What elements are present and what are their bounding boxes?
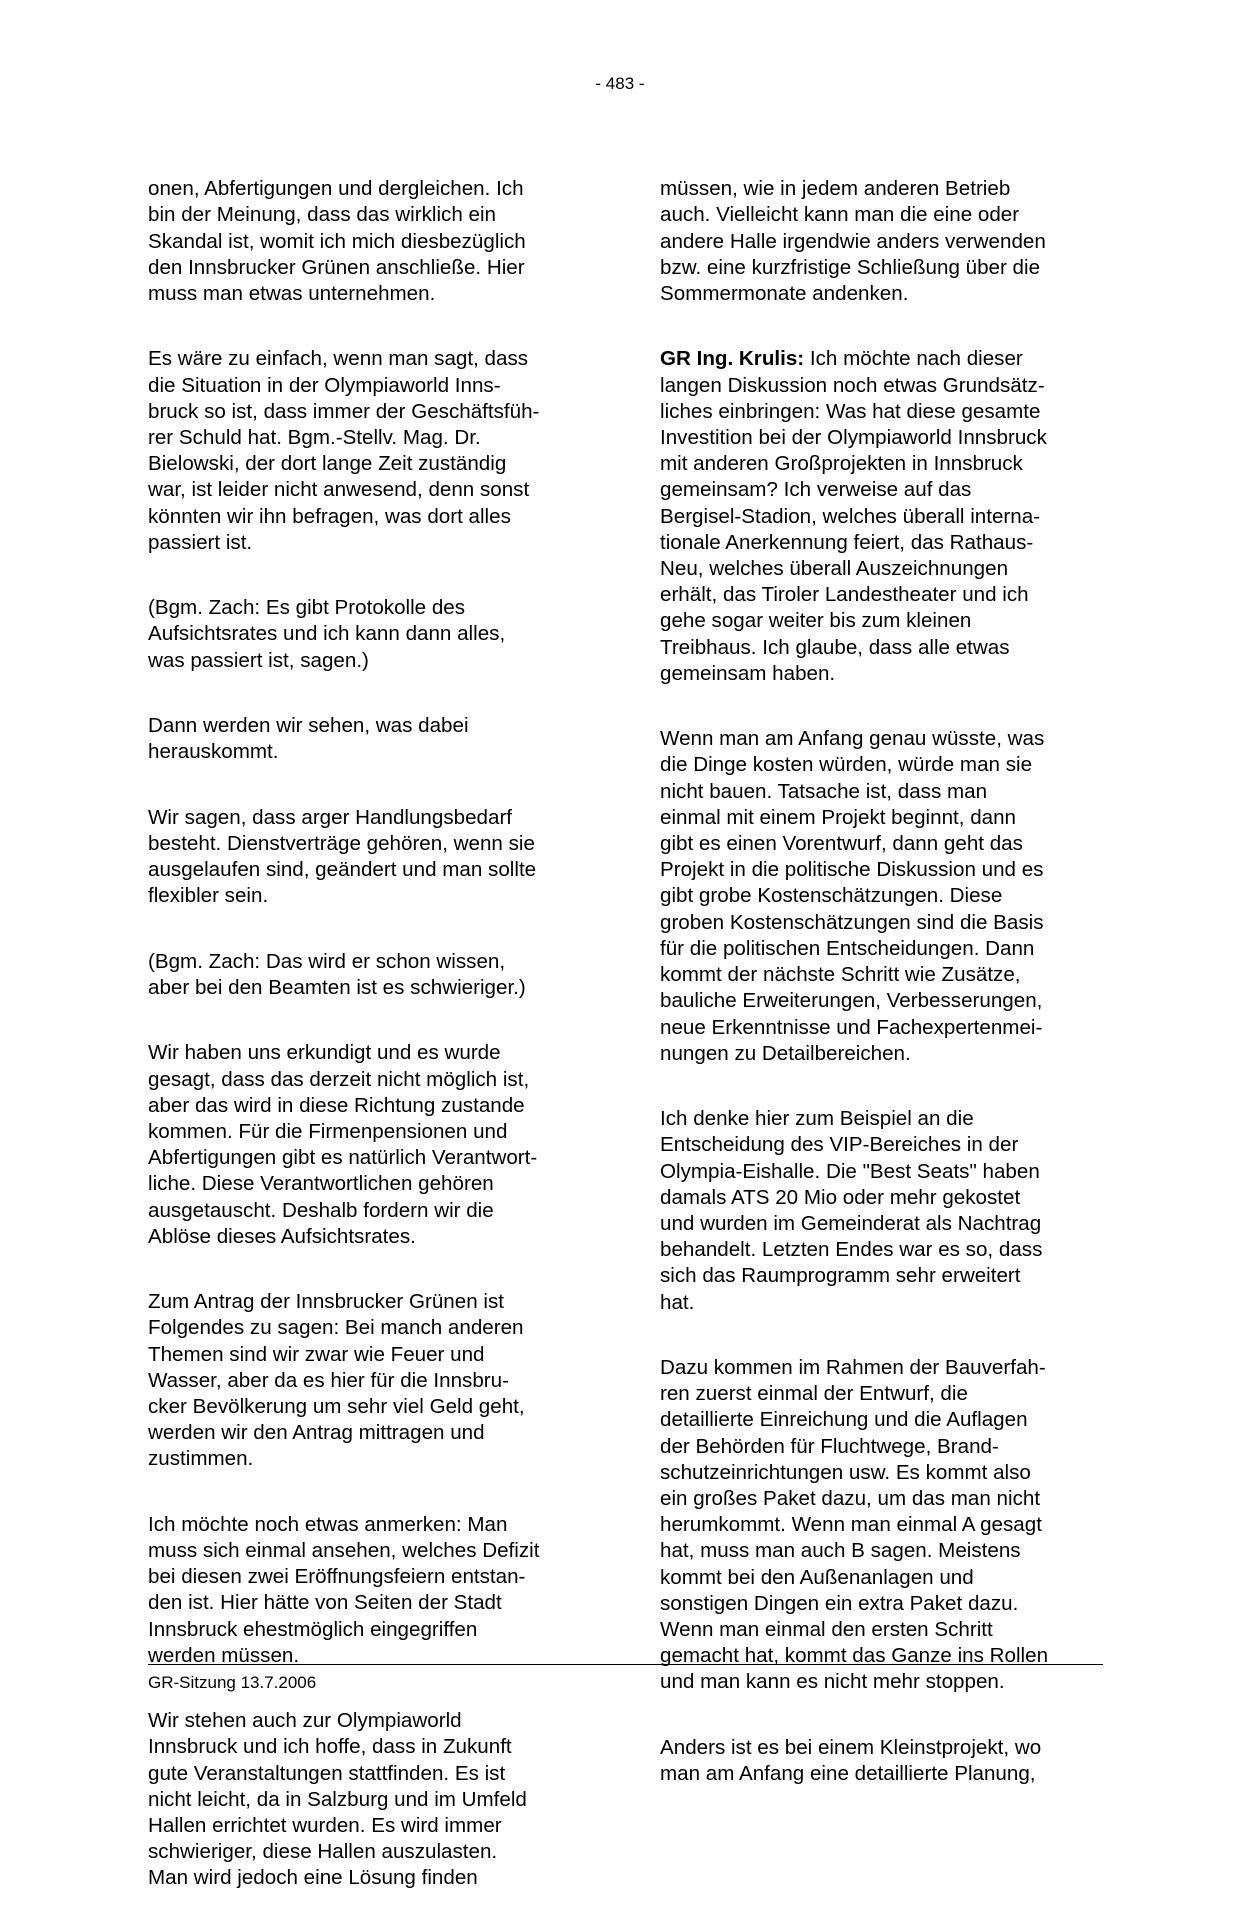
interjection: (Bgm. Zach: Es gibt Protokolle des Aufsichtsrates und ich kann dann alles, was passiert ist, sagen.) xyxy=(148,596,506,672)
paragraph: Dazu kommen im Rahmen der Bauverfah- ren zuerst einmal der Entwurf, die detaillierte Einreichung und die Auflagen der Behörden für Fluchtwege, Brand- schutzeinrichtungen usw. Es kommt also ein großes Paket dazu, um das man nicht herumkommt. Wenn man einmal A gesagt hat, muss man auch B sagen. Meistens kommt bei den Außenanlagen und sonstigen Dingen ein extra Paket dazu. Wenn man einmal den ersten Schritt gemacht hat, kommt das Ganze ins Rollen und man kann es nicht mehr stoppen. xyxy=(660,1355,1049,1694)
paragraph: müssen, wie in jedem anderen Betrieb auch. Vielleicht kann man die eine oder andere Halle irgendwie anders verwenden bzw. eine kurzfristige Schließung über die Sommermonate andenken. xyxy=(660,177,1046,306)
footer-text: GR-Sitzung 13.7.2006 xyxy=(148,1673,317,1692)
right-column xyxy=(660,150,1105,1826)
paragraph: Wenn man am Anfang genau wüsste, was die Dinge kosten würden, würde man sie nicht bauen. Tatsache ist, dass man einmal mit einem Projekt beginnt, dann gibt es einen Vorentwurf, dann geht das Projekt in die politische Diskussion und es gibt grobe Kostenschätzungen. Diese groben Kostenschätzungen sind die Basis für die politischen Entscheidungen. Dann kommt der nächste Schritt wie Zusätze, bauliche Erweiterungen, Verbesserungen, neue Erkenntnisse und Fachexpertenmei- nungen zu Detailbereichen. xyxy=(660,727,1045,1065)
paragraph: Wir stehen auch zur Olympiaworld Innsbruck und ich hoffe, dass in Zukunft gute Veranstaltungen stattfinden. Es ist nicht leicht, da in Salzburg und im Umfeld Hallen errichtet wurden. Es wird immer schwieriger, diese Hallen auszulasten. Man wird jedoch eine Lösung finden xyxy=(148,1709,527,1890)
paragraph: Dann werden wir sehen, was dabei herauskommt. xyxy=(148,714,469,764)
paragraph: onen, Abfertigungen und dergleichen. Ich bin der Meinung, dass das wirklich ein Skandal ist, womit ich mich diesbezüglich den Innsbrucker Grünen anschließe. Hier muss man etwas unternehmen. xyxy=(148,177,526,306)
footer-divider xyxy=(148,1664,1103,1665)
speaker-text: Ich möchte nach dieser langen Diskussion noch etwas Grundsätz- liches einbringen: Was hat diese gesamte Investition bei der Olympiaworld Innsbruck mit anderen Großprojekten in Innsbruck gemeinsam? Ich verweise auf das Bergisel-Stadion, welches überall interna- tionale Anerkennung feiert, das Rathaus- Neu, welches überall Auszeichnungen erhält, das Tiroler Landestheater und ich gehe sogar weiter bis zum kleinen Treibhaus. Ich glaube, dass alle etwas gemeinsam haben. xyxy=(660,347,1047,685)
page-number: - 483 - xyxy=(595,74,645,93)
paragraph: Es wäre zu einfach, wenn man sagt, dass die Situation in der Olympiaworld Inns- bruck so ist, dass immer der Geschäftsfüh- rer Schuld hat. Bgm.-Stellv. Mag. Dr. Bielowski, der dort lange Zeit zuständig war, ist leider nicht anwesend, denn sonst könnten wir ihn befragen, was dort alles passiert ist. xyxy=(148,347,540,554)
paragraph: Ich denke hier zum Beispiel an die Entscheidung des VIP-Bereiches in der Olympia-Eishalle. Die "Best Seats" haben damals ATS 20 Mio oder mehr gekostet und wurden im Gemeinderat als Nachtrag behandelt. Letzten Endes war es so, dass sich das Raumprogramm sehr erweitert hat. xyxy=(660,1107,1043,1314)
paragraph: Anders ist es bei einem Kleinstprojekt, wo man am Anfang eine detaillierte Planung, xyxy=(660,1735,1042,1785)
paragraph: Wir sagen, dass arger Handlungsbedarf besteht. Dienstverträge gehören, wenn sie ausgelaufen sind, geändert und man sollte flexibler sein. xyxy=(148,805,537,908)
interjection: (Bgm. Zach: Das wird er schon wissen, aber bei den Beamten ist es schwieriger.) xyxy=(148,949,526,999)
paragraph: Zum Antrag der Innsbrucker Grünen ist Folgendes zu sagen: Bei manch anderen Themen sind wir zwar wie Feuer und Wasser, aber da es hier für die Innsbru- cker Bevölkerung um sehr viel Geld geht, werden wir den Antrag mittragen und zustimmen. xyxy=(148,1290,525,1471)
speaker-name: GR Ing. Krulis: xyxy=(660,347,805,371)
paragraph: Ich möchte noch etwas anmerken: Man muss sich einmal ansehen, welches Defizit bei diesen zwei Eröffnungsfeiern entstan- den ist. Hier hätte von Seiten der Stadt Innsbruck ehestmöglich eingegriffen werden müssen. xyxy=(148,1512,540,1667)
speaker-paragraph xyxy=(660,346,1105,687)
paragraph: Wir haben uns erkundigt und es wurde gesagt, dass das derzeit nicht möglich ist, aber das wird in diese Richtung zustande kommen. Für die Firmenpensionen und Abfertigungen gibt es natürlich Verantwort- liche. Diese Verantwortlichen gehören ausgetauscht. Deshalb fordern wir die Ablöse dieses Aufsichtsrates. xyxy=(148,1041,538,1248)
